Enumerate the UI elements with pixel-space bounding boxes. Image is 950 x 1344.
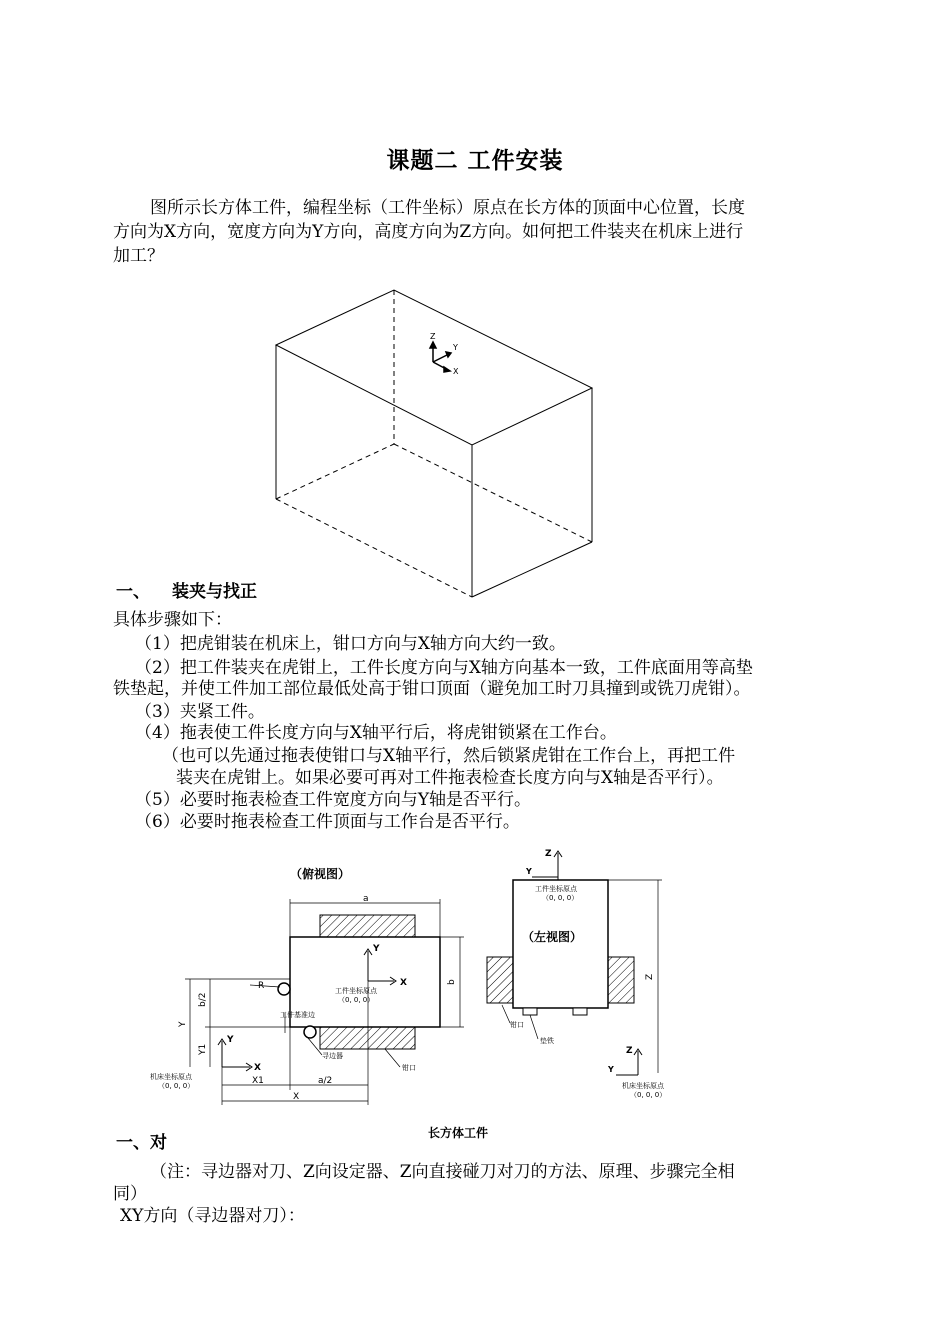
hidden-edge: [276, 444, 394, 499]
top-view-label: （俯视图）: [290, 867, 351, 881]
dim-x1: X1: [252, 1076, 264, 1086]
work-origin-label: 工件坐标原点: [335, 987, 377, 995]
vise-jaw-left: [487, 957, 513, 1003]
box-edge: [472, 542, 592, 597]
left-axis-y: Y: [526, 867, 532, 876]
work-axis-y: Y: [373, 944, 380, 954]
machine-left-axis-y: Y: [608, 1065, 614, 1074]
axis-z-label: Z: [430, 332, 436, 341]
shim-label: 垫铁: [540, 1037, 554, 1045]
step-5: （5）必要时拖表检查工件宽度方向与Y轴是否平行。: [135, 790, 532, 810]
page-title: 课题二 工件安装: [386, 148, 564, 174]
work-origin-coords: （0, 0, 0）: [338, 996, 375, 1004]
left-view-label: （左视图）: [522, 930, 583, 944]
machine-left-axis-z: Z: [626, 1046, 633, 1056]
axis-x-label: X: [453, 367, 459, 376]
work-ref-edge-label: 工件基准边: [280, 1011, 315, 1019]
machine-axis-y: Y: [227, 1035, 234, 1045]
vise-jaw-top: [320, 915, 415, 937]
dim-b2: b/2: [198, 992, 208, 1007]
figure-caption: 长方体工件: [428, 1126, 489, 1140]
left-work-origin-label: 工件坐标原点: [535, 885, 577, 893]
section1-heading-number: 一、: [116, 582, 150, 602]
box-figure: [260, 282, 610, 602]
section2-heading: 对: [150, 1133, 167, 1153]
shim-block: [573, 1008, 587, 1015]
work-axis-x: X: [400, 978, 407, 988]
note-line-1: （注：寻边器对刀、Z向设定器、Z向直接碰刀对刀的方法、原理、步骤完全相: [150, 1162, 735, 1182]
machine-left-origin-coords: （0, 0, 0）: [630, 1091, 667, 1099]
intro-line-2: 方向为X方向，宽度方向为Y方向，高度方向为Z方向。如何把工件装夹在机床上进行: [113, 222, 744, 242]
fixture-diagram: [130, 845, 680, 1105]
box-top-face: [276, 290, 592, 445]
left-axis-z: Z: [545, 849, 552, 859]
dim-y: Y: [178, 1021, 188, 1027]
step-3: （3）夹紧工件。: [135, 702, 265, 722]
left-jaw-label: 钳口: [510, 1021, 524, 1029]
intro-line-1: 图所示长方体工件，编程坐标（工件坐标）原点在长方体的顶面中心位置，长度: [150, 198, 745, 218]
step-4-note-cont: 装夹在虎钳上。如果必要可再对工件拖表检查长度方向与X轴是否平行）。: [176, 768, 724, 788]
coordinate-axes-icon: [430, 342, 451, 372]
dim-a: a: [363, 894, 369, 904]
machine-origin-coords: （0, 0, 0）: [158, 1082, 195, 1090]
edge-finder-circle: [304, 1026, 316, 1038]
left-work-origin-coords: （0, 0, 0）: [542, 894, 579, 902]
machine-left-origin-label: 机床坐标原点: [622, 1082, 664, 1090]
xy-direction: XY方向（寻边器对刀）：: [120, 1206, 305, 1226]
step-2-cont: 铁垫起，并使工件加工部位最低处高于钳口顶面（避免加工时刀具撞到或铣刀虎钳）。: [113, 679, 751, 699]
step-1: （1）把虎钳装在机床上，钳口方向与X轴方向大约一致。: [135, 634, 566, 654]
intro-line-3: 加工？: [113, 246, 164, 266]
dim-y1: Y1: [198, 1043, 208, 1055]
dim-x: X: [293, 1092, 300, 1102]
dim-a2: a/2: [318, 1076, 333, 1086]
dim-b: b: [447, 979, 457, 985]
step-2: （2）把工件装夹在虎钳上，工件长度方向与X轴方向基本一致，工件底面用等高垫: [135, 658, 753, 678]
section1-heading: 装夹与找正: [172, 582, 257, 602]
vise-jaw-right: [608, 957, 634, 1003]
step-4-note: （也可以先通过拖表使钳口与X轴平行，然后锁紧虎钳在工作台上，再把工件: [162, 746, 736, 766]
note-line-2: 同）: [113, 1184, 147, 1204]
dim-z: Z: [645, 973, 655, 980]
edge-finder-circle: [278, 983, 290, 995]
edge-finder-label: 寻边器: [322, 1052, 343, 1060]
vise-jaw-bottom: [320, 1027, 415, 1049]
step-6: （6）必要时拖表检查工件顶面与工作台是否平行。: [135, 812, 520, 832]
step-4: （4）拖表使工件长度方向与X轴平行后，将虎钳锁紧在工作台。: [135, 723, 617, 743]
radius-label: R: [258, 981, 265, 991]
machine-axes-icon: [218, 1039, 252, 1071]
jaw-label: 钳口: [402, 1064, 416, 1072]
machine-origin-label: 机床坐标原点: [150, 1073, 192, 1081]
section2-heading-number: 一、: [116, 1133, 150, 1153]
shim-block: [523, 1008, 537, 1015]
machine-axis-x: X: [254, 1063, 261, 1073]
hidden-edge: [276, 499, 472, 597]
hidden-edge: [394, 444, 592, 542]
axis-y-label: Y: [453, 343, 458, 352]
steps-lead: 具体步骤如下：: [113, 610, 232, 630]
